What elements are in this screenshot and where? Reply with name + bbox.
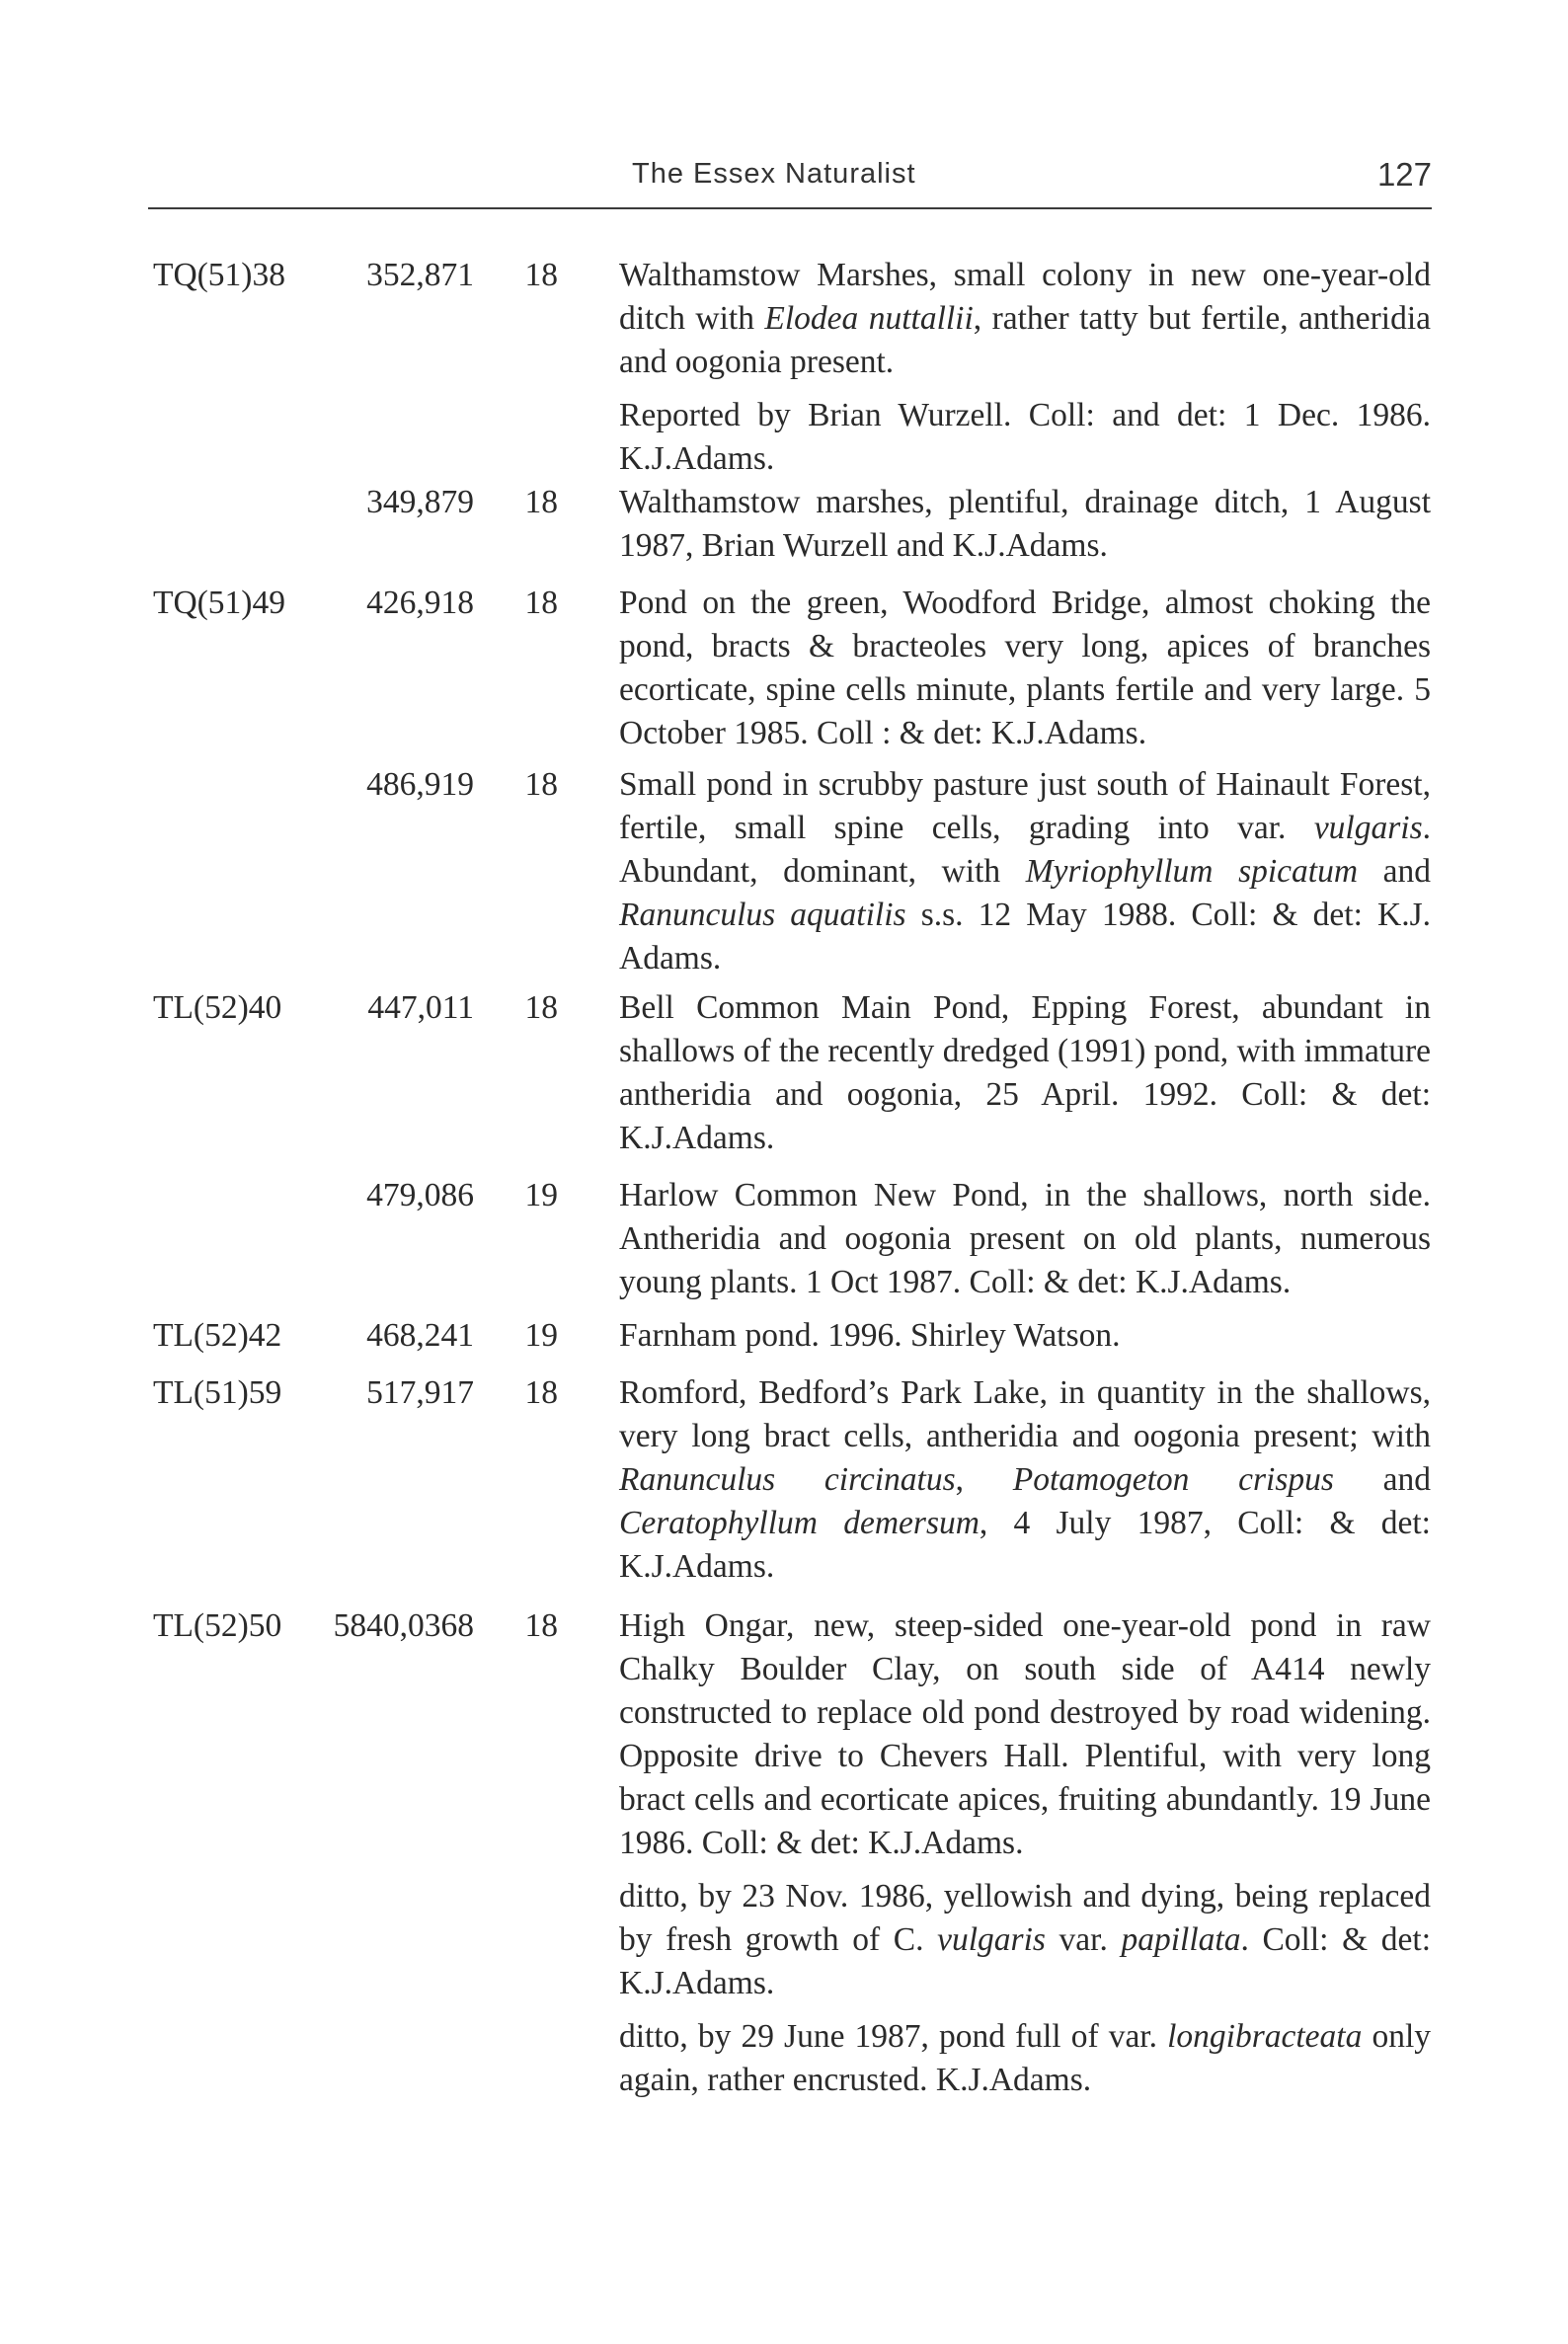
record-description [619, 582, 1431, 755]
description-paragraph: Harlow Common New Pond, in the shallows, north side. Antheridia and oogonia present on old plants, numerous young plants. 1 Oct 1987. Coll: & det: K.J.Adams. [619, 1177, 1431, 1300]
running-header [148, 156, 1432, 209]
record-number: 18 [524, 989, 558, 1026]
grid-reference: TL(52)40 [153, 989, 282, 1026]
coordinate: 352,871 [366, 257, 474, 293]
description-paragraph: ditto, by 23 Nov. 1986, yellowish and dying, being replaced by fresh growth of C. vulgaris var. papillata. Coll: & det: K.J.Adams. [619, 1878, 1431, 2001]
page-number: 127 [1376, 156, 1432, 193]
record-number: 18 [524, 484, 558, 520]
record-entry [0, 986, 1568, 1160]
coordinate: 5840,0368 [333, 1607, 474, 1644]
description-paragraph: Farnham pond. 1996. Shirley Watson. [619, 1317, 1121, 1354]
grid-reference: TL(51)59 [153, 1374, 282, 1411]
description-paragraph: Walthamstow Marshes, small colony in new one-year-old ditch with Elodea nuttallii, rather tatty but fertile, antheridia and oogonia present. [619, 257, 1431, 380]
record-entry [0, 582, 1568, 755]
record-entry [0, 1604, 1568, 2102]
record-description [619, 254, 1431, 481]
record-number: 18 [524, 1607, 558, 1644]
coordinate: 349,879 [366, 484, 474, 520]
records-list [0, 254, 1568, 2102]
coordinate: 486,919 [366, 766, 474, 803]
description-paragraph: High Ongar, new, steep-sided one-year-old pond in raw Chalky Boulder Clay, on south side of A414 newly constructed to replace old pond destroyed by road widening. Opposite drive to Chevers Hall. Plentiful, with very long bract cells and ecorticate apices, fruiting abundantly. 19 June 1986. Coll: & det: K.J.Adams. [619, 1607, 1431, 1861]
record-description [619, 1371, 1431, 1589]
record-description [619, 1604, 1431, 2102]
description-paragraph: Romford, Bedford’s Park Lake, in quantity in the shallows, very long bract cells, antheridia and oogonia present; with Ranunculus circinatus, Potamogeton crispus and Ceratophyllum demersum, 4 July 1987, Coll: & det: K.J.Adams. [619, 1374, 1431, 1585]
record-entry [0, 1371, 1568, 1589]
coordinate: 447,011 [367, 989, 474, 1026]
record-description [619, 481, 1431, 568]
record-description [619, 763, 1431, 980]
grid-reference: TL(52)50 [153, 1607, 282, 1644]
record-entry [0, 1314, 1568, 1358]
record-number: 18 [524, 257, 558, 293]
record-entry [0, 1174, 1568, 1304]
coordinate: 468,241 [366, 1317, 474, 1354]
grid-reference: TL(52)42 [153, 1317, 282, 1354]
grid-reference: TQ(51)38 [153, 257, 285, 293]
description-paragraph: ditto, by 29 June 1987, pond full of var. longibracteata only again, rather encrusted. K.J.Adams. [619, 2018, 1432, 2098]
coordinate: 426,918 [366, 585, 474, 621]
record-description [619, 1174, 1431, 1304]
record-number: 18 [524, 585, 558, 621]
description-paragraph: Bell Common Main Pond, Epping Forest, abundant in shallows of the recently dredged (1991) pond, with immature antheridia and oogonia, 25 April. 1992. Coll: & det: K.J.Adams. [619, 989, 1431, 1156]
description-paragraph: Small pond in scrubby pasture just south of Hainault Forest, fertile, small spine cells, grading into var. vulgaris. Abundant, dominant, with Myriophyllum spicatum and Ranunculus aquatilis s.s. 12 May 1988. Coll: & det: K.J. Adams. [619, 766, 1431, 977]
coordinate: 479,086 [366, 1177, 474, 1213]
record-number: 18 [524, 766, 558, 803]
record-entry [0, 254, 1568, 481]
description-paragraph: Reported by Brian Wurzell. Coll: and det: 1 Dec. 1986. K.J.Adams. [619, 397, 1431, 477]
record-number: 19 [524, 1317, 558, 1354]
record-description [619, 1314, 1431, 1358]
coordinate: 517,917 [366, 1374, 474, 1411]
grid-reference: TQ(51)49 [153, 585, 285, 621]
journal-title: The Essex Naturalist [632, 158, 916, 190]
record-entry [0, 481, 1568, 568]
record-number: 18 [524, 1374, 558, 1411]
record-description [619, 986, 1431, 1160]
record-entry [0, 763, 1568, 980]
record-number: 19 [524, 1177, 558, 1213]
description-paragraph: Pond on the green, Woodford Bridge, almost choking the pond, bracts & bracteoles very long, apices of branches ecorticate, spine cells minute, plants fertile and very large. 5 October 1985. Coll : & det: K.J.Adams. [619, 585, 1431, 751]
description-paragraph: Walthamstow marshes, plentiful, drainage ditch, 1 August 1987, Brian Wurzell and K.J.Adams. [619, 484, 1431, 564]
